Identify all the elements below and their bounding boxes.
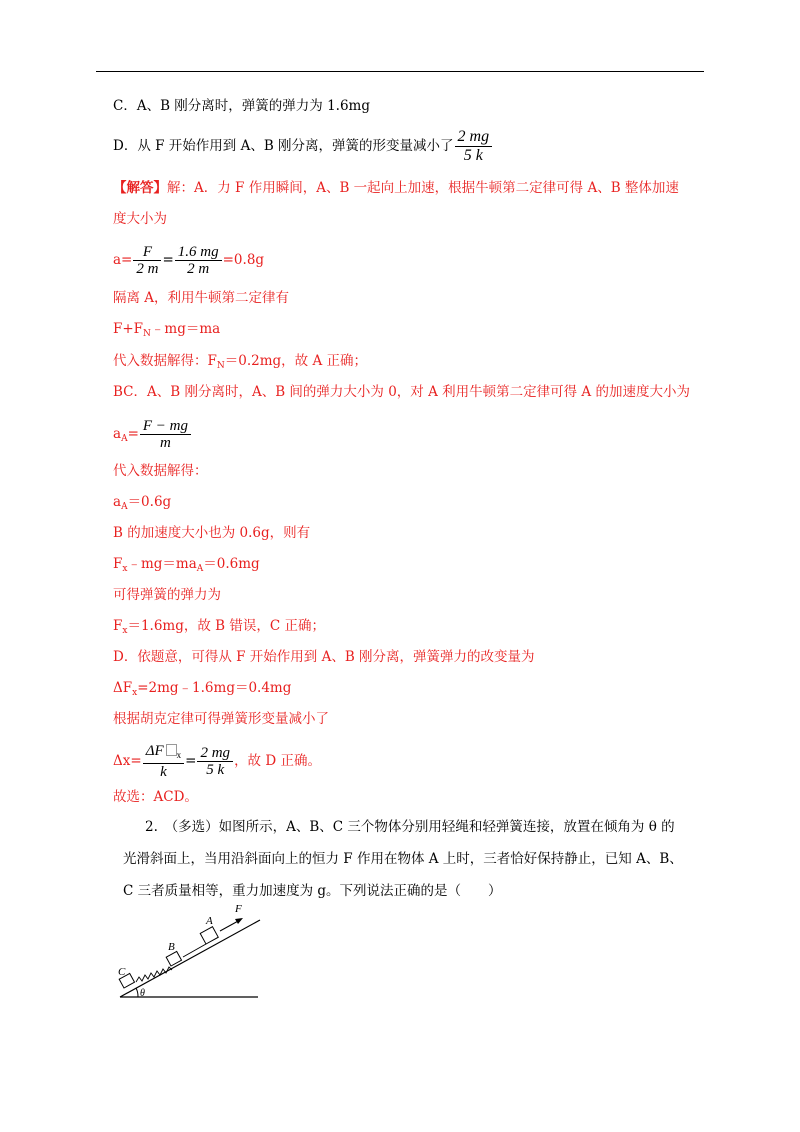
fraction-denominator: 5 k — [206, 762, 225, 778]
eq-sub: N — [216, 361, 225, 371]
eq-part: F — [113, 556, 123, 572]
aA-result — [113, 492, 171, 517]
fraction-dfx-k — [143, 743, 184, 780]
equation-aA — [113, 418, 192, 451]
fraction-denominator: 5 k — [463, 147, 483, 164]
isolate-a: 隔离 A，利用牛顿第二定律有 — [113, 290, 290, 306]
fraction-numerator: 1.6 mg — [175, 244, 222, 261]
equation-a: a= $\frac{F}{2 m}$ = $\frac{1.6 mg}{2 m}$ =0.8g — [113, 244, 265, 277]
solution-line-1b: 度大小为 — [113, 211, 167, 227]
hooke-law: 根据胡克定律可得弹簧形变量减小了 — [113, 711, 329, 727]
eq-part: ﹣mg＝ma — [150, 321, 221, 337]
answer: 故选：ACD。 — [113, 789, 198, 805]
fx-result — [113, 616, 325, 641]
eq-part: ΔF — [113, 680, 133, 696]
angle-arc — [136, 988, 138, 997]
option-d — [113, 128, 493, 165]
header-rule — [96, 71, 704, 72]
incline-line — [120, 920, 260, 997]
spring-force: 可得弹簧的弹力为 — [113, 587, 221, 603]
bc-line: BC．A、B 刚分离时，A、B 间的弹力大小为 0，对 A 利用牛顿第二定律可得 A 的加速度大小为 — [113, 384, 690, 400]
fraction-denominator: 2 m — [136, 261, 159, 277]
label-f: F — [235, 903, 242, 915]
equation-dx: Δx= $\frac{\Delta F _x}{k}$ = $\frac{2 mg}{5 k}$ ，故 D 正确。 — [113, 743, 321, 780]
eq-sub: x — [122, 564, 128, 574]
substitute-data-1 — [113, 351, 367, 376]
delta-fx — [113, 678, 291, 703]
eq-sub: x — [176, 750, 182, 760]
eq-part: ﹣mg＝ma — [127, 556, 197, 572]
fraction-numerator: F — [133, 244, 161, 261]
eq-part: F+F — [113, 321, 144, 337]
label-theta: θ — [140, 988, 145, 999]
placeholder-box-icon — [166, 744, 177, 756]
incline-diagram — [112, 900, 272, 1005]
eq-part: 代入数据解得：F — [113, 353, 217, 369]
eq-part: a — [113, 426, 122, 442]
option-d-fraction — [455, 128, 493, 165]
rope — [183, 944, 206, 957]
equation-fx — [113, 554, 260, 579]
equation-newton — [113, 319, 220, 344]
eq-part: F — [113, 618, 123, 634]
force-arrow-head — [235, 918, 243, 924]
eq-part: ＝1.6mg，故 B 错误，C 正确； — [127, 618, 325, 634]
eq-sub: A — [121, 502, 128, 512]
eq-a-result: =0.8g — [222, 252, 265, 268]
fraction-numerator: F − mg — [140, 418, 191, 435]
label-a: A — [206, 915, 213, 927]
eq-a-prefix: a= — [113, 252, 133, 268]
eq-part: ，故 D 正确。 — [234, 753, 321, 769]
fraction-f-2m — [133, 244, 161, 277]
fraction-denominator: k — [160, 764, 167, 780]
block-a — [200, 927, 218, 944]
eq-sub: x — [132, 688, 138, 698]
eq-sub: A — [196, 564, 204, 574]
eq-sub: A — [121, 434, 128, 444]
fraction-1.6mg-2m — [175, 244, 222, 277]
eq-part: Δx= — [113, 753, 142, 769]
eq-part: = — [127, 426, 139, 442]
spring — [136, 967, 172, 982]
solution-line-1 — [113, 178, 679, 198]
fraction-denominator: 2 m — [187, 261, 210, 277]
fraction-numerator: 2 mg — [455, 128, 493, 147]
eq-part: =2mg﹣1.6mg＝0.4mg — [137, 680, 292, 696]
fraction-2mg-5k — [197, 745, 233, 778]
eq-part: ＝0.6g — [127, 494, 172, 510]
eq-part: ＝0.2mg，故 A 正确； — [224, 353, 367, 369]
option-d-text: D．从 F 开始作用到 A、B 刚分离，弹簧的形变量减小了 — [113, 138, 454, 154]
fraction-denominator: m — [160, 435, 171, 451]
eq-part: a — [113, 494, 122, 510]
question2-line-3: C 三者质量相等，重力加速度为 g。下列说法正确的是（ ） — [123, 883, 502, 899]
solution-text: 解：A．力 F 作用瞬间，A、B 一起向上加速，根据牛顿第二定律可得 A、B 整体加速 — [167, 180, 679, 196]
label-b: B — [168, 941, 175, 953]
label-c: C — [118, 966, 126, 978]
fraction-numerator: 2 mg — [197, 745, 233, 762]
eq-sub: N — [143, 329, 151, 339]
solution-tag: 【解答】 — [113, 180, 167, 196]
option-c: C．A、B 刚分离时，弹簧的弹力为 1.6mg — [113, 98, 370, 114]
fraction-numerator: ΔF — [145, 743, 164, 759]
substitute-data-2: 代入数据解得： — [113, 463, 208, 479]
question2-line-2: 光滑斜面上，当用沿斜面向上的恒力 F 作用在物体 A 上时，三者恰好保持静止，已知 A、B、 — [123, 851, 683, 867]
fraction-f-mg-m — [140, 418, 191, 451]
d-line: D．依题意，可得从 F 开始作用到 A、B 刚分离，弹簧弹力的改变量为 — [113, 649, 535, 665]
eq-part: ＝0.6mg — [203, 556, 260, 572]
question2-line-1: 2. （多选）如图所示，A、B、C 三个物体分别用轻绳和轻弹簧连接，放置在倾角为 θ 的 — [145, 819, 675, 835]
b-acceleration: B 的加速度大小也为 0.6g，则有 — [113, 525, 311, 541]
eq-sub: x — [122, 626, 128, 636]
